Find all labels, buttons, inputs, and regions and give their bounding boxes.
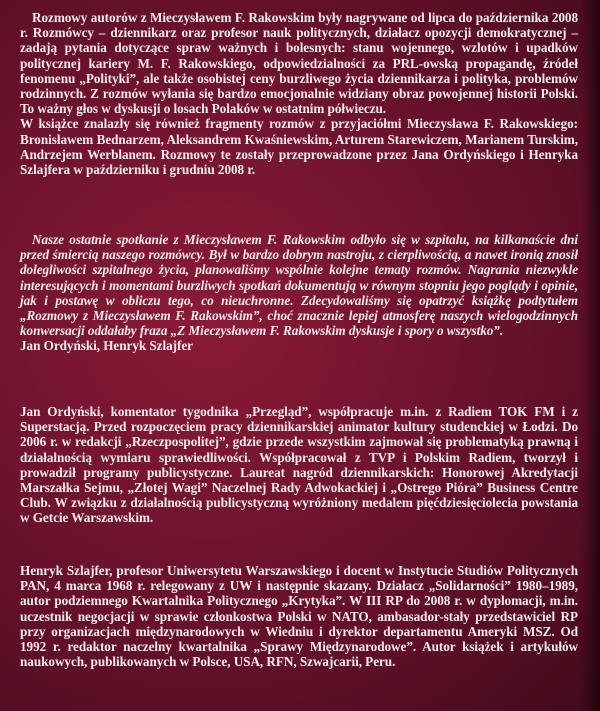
bio-szlajfer: Henryk Szlajfer, profesor Uniwersytetu Warszawskiego i docent w Instytucie Studiów Politycznych PAN, 4 marca 1968 r. relegowany z UW i następnie skazany. Działacz „Solidarności” 1980–1989, autor podziemnego Kwartalnika Politycznego „Krytyka”. W III RP do 2008 r. w dyplomacji, m.in. uczestnik negocjacji w sprawie członkostwa Polski w NATO, ambasador-stały przedstawiciel RP przy organizacjach międzynarodowych w Wiedniu i dyrektor departamentu Ameryki MSZ. Od 1992 r. redaktor naczelny kwartalnika „Sprawy Międzynarodowe”. Autor książek i artykułów naukowych, publikowanych w Polsce, USA, RFN, Szwajcarii, Peru. bbox=[20, 563, 578, 670]
quote-signature: Jan Ordyński, Henryk Szlajfer bbox=[20, 338, 193, 354]
bio-ordynski: Jan Ordyński, komentator tygodnika „Przegląd”, współpracuje m.in. z Radiem TOK FM i z Superstacją. Przed rozpoczęciem pracy dziennikarskiej animator kultury studenckiej w Łodzi. Do 2006 r. w redakcji „Rzeczpospolitej”, gdzie przede wszystkim zajmował się problematyką prawną i działalnością wymiaru sprawiedliwości. Współpracował z TVP i Polskim Radiem, tworzył i prowadził programy publicystyczne. Laureat nagród dziennikarskich: Honorowej Akredytacji Marszałka Sejmu, „Złotej Wagi” Naczelnej Rady Adwokackiej i „Ostrego Pióra” Business Centre Club. W związku z działalnością publicystyczną wyróżniony medalem pięćdziesięciolecia powstania w Getcie Warszawskim. bbox=[20, 404, 578, 526]
authors-quote: Nasze ostatnie spotkanie z Mieczysławem F. Rakowskim odbyło się w szpitalu, na kilkanaście dni przed śmiercią naszego rozmówcy. Był w bardzo dobrym nastroju, z cierpliwością, a nawet ironią znosił dolegliwości szpitalnego życia, planowaliśmy wspólnie kolejne tematy rozmów. Nagrania niezwykle interesujących i momentami burzliwych spotkań dokumentują w równym stopniu jego poglądy i opinie, jak i postawę w obliczu tego, co nieuchronne. Zdecydowaliśmy się opatrzyć książkę podtytułem „Rozmowy z Mieczysławem F. Rakowskim”, choć znacznie lepiej atmosferę naszych wielogodzinnych konwersacji oddałaby fraza „Z Mieczysławem F. Rakowskim dyskusje i spory o wszystko”. bbox=[20, 232, 578, 339]
bio-ordynski-section bbox=[20, 404, 578, 526]
intro-paragraph-1: Rozmowy autorów z Mieczysławem F. Rakowskim były nagrywane od lipca do października 2008 r. Rozmówcy – dziennikarz oraz profesor nauk politycznych, działacz opozycji demokratycznej – zadają pytania dotyczące spraw ważnych i bolesnych: stanu wojennego, wzlotów i upadków politycznej kariery M. F. Rakowskiego, odpowiedzialności za PRL-owską propagandę, źródeł fenomenu „Polityki”, ale także osobistej ceny burzliwego życia dziennikarza i polityka, problemów rodzinnych. Z rozmów wyłania się bardzo emocjonalnie widziany obraz powojennej historii Polski. To ważny głos w dyskusji o losach Polaków w ostatnim półwieczu. bbox=[20, 10, 578, 117]
cover-edge-shadow bbox=[582, 0, 600, 711]
authors-quote-section bbox=[20, 232, 578, 354]
bio-szlajfer-section bbox=[20, 563, 578, 669]
intro-section bbox=[20, 10, 578, 177]
intro-paragraph-2: W książce znalazły się również fragmenty rozmów z przyjaciółmi Mieczysława F. Rakowskiego: Bronisławem Bednarzem, Aleksandrem Kwaśniewskim, Arturem Starewiczem, Marianem Turskim, Andrzejem Werblanem. Rozmowy te zostały przeprowadzone przez Jana Ordyńskiego i Henryka Szlajfera w październiku i grudniu 2008 r. bbox=[20, 116, 578, 178]
